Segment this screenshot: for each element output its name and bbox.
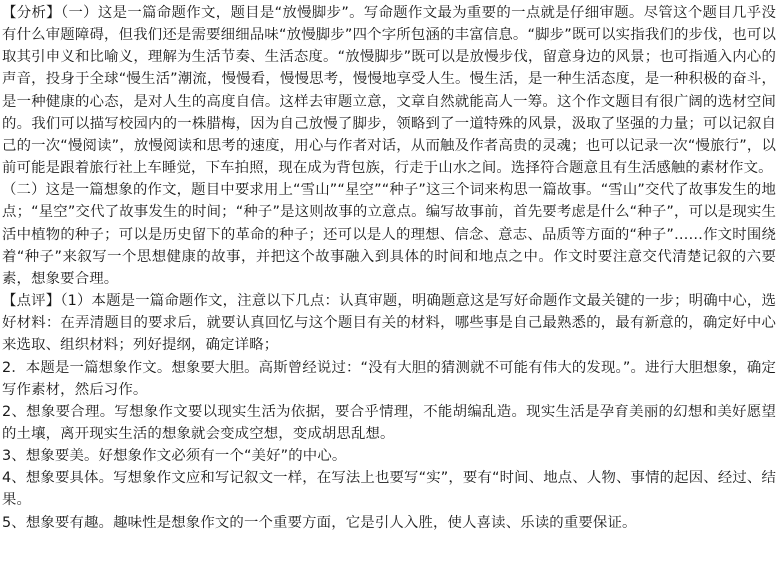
analysis-paragraph-1 [2,2,776,179]
review-paragraph-1 [2,290,776,356]
review-paragraph-5: 4、想象要具体。写想象作文应和写记叙文一样，在写法上也要写“实”，要有“时间、地点、人物、事情的起因、经过、结果。 [2,470,776,509]
review-paragraph-6: 5、想象要有趣。趣味性是想象作文的一个重要方面，它是引人入胜，使人喜读、乐读的重要保证。 [2,514,637,531]
review-paragraph-2: 2．本题是一篇想象作文。想象要大胆。高斯曾经说过：“没有大胆的猜测就不可能有伟大的发现。”。进行大胆想象，确定写作素材，然后习作。 [2,359,776,398]
review-item-1-text: （1）本题是一篇命题作文，注意以下几点：认真审题，明确题意这是写好命题作文最关键的一步；明确中心，选好材料：在弄清题目的要求后，就要认真回忆与这个题目有关的材料，哪些事是自己最熟悉的，最有新意的，确定好中心来选取、组织材料；列好提纲，确定详略； [2,293,776,354]
analysis-tag: 【分析】 [2,5,61,21]
review-paragraph-4: 3、想象要美。好想象作文必须有一个“美好”的中心。 [2,448,347,465]
review-tag: 【点评】 [2,293,61,310]
analysis-paragraph-2: （二）这是一篇想象的作文，题目中要求用上“雪山”“星空”“种子”这三个词来构思一篇故事。“雪山”交代了故事发生的地点；“星空”交代了故事发生的时间；“种子”是这则故事的立意点。编写故事前，首先要考虑是什么“种子”，可以是现实生活中植物的种子；可以是历史留下的革命的种子；还可以是人的理想、信念、意志、品质等方面的“种子”……作文时围绕着“种子”来叙写一个思想健康的故事，并把这个故事融入到具体的时间和地点之中。作文时要注意交代清楚记叙的六要素，想象要合理。 [2,182,776,287]
analysis-part-1-text: （一）这是一篇命题作文，题目是“放慢脚步”。写命题作文最为重要的一点就是仔细审题。尽管这个题目几乎没有什么审题障碍，但我们还是需要细细品味“放慢脚步”四个字所包涵的丰富信息。“脚步”既可以实指我们的步伐，也可以取其引申义和比喻义，理解为生活节奏、生活态度。“放慢脚步”既可以是放慢步伐，留意身边的风景；也可指遁入内心的声音，投身于全球“慢生活”潮流，慢慢看，慢慢思考，慢慢地享受人生。慢生活，是一种生活态度，是一种积极的奋斗，是一种健康的心态，是对人生的高度自信。这样去审题立意，文章自然就能高人一筹。这个作文题目有很广阔的选材空间的。我们可以描写校园内的一株腊梅，因为自己放慢了脚步，领略到了一道特殊的风景，汲取了坚强的力量；可以记叙自己的一次“慢阅读”，放慢阅读和思考的速度，用心与作者对话，从而触及作者高贵的灵魂；也可以记录一次“慢旅行”，以前可能是跟着旅行社上车睡觉，下车拍照，现在成为背包族，行走于山水之间。选择符合题意且有生活感触的素材作文。 [2,5,777,177]
review-paragraph-3: 2、想象要合理。写想象作文要以现实生活为依据，要合乎情理，不能胡编乱造。现实生活是孕育美丽的幻想和美好愿望的土壤，离开现实生活的想象就会变成空想，变成胡思乱想。 [2,403,776,442]
